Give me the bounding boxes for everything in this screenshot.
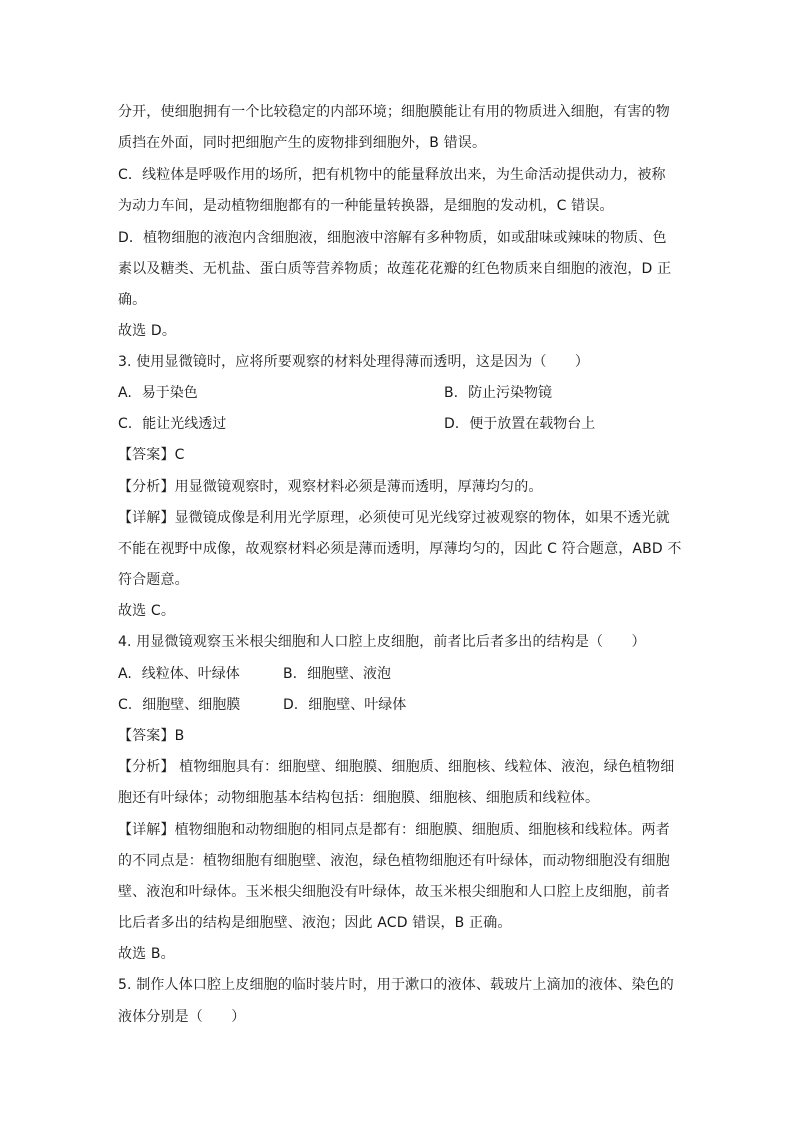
option-letter: D. — [283, 697, 299, 713]
option-text: 细胞壁、液泡 — [307, 666, 392, 682]
option-c-explanation: C．线粒体是呼吸作用的场所，把有机物中的能量释放出来，为生命活动提供动力，被称 — [118, 167, 666, 183]
q3-detail: 【详解】显微镜成像是利用光学原理，必须使可见光线穿过被观察的物体，如果不透光就 — [118, 510, 670, 526]
text-line: 分开，使细胞拥有一个比较稳定的内部环境；细胞膜能让有用的物质进入细胞，有害的物 — [118, 104, 670, 120]
q4-analysis: 【分析】 植物细胞具有：细胞壁、细胞膜、细胞质、细胞核、线粒体、液泡，绿色植物细 — [118, 759, 675, 775]
option-text: 易于染色 — [141, 385, 198, 401]
q4-selection: 故选 B。 — [118, 946, 175, 962]
option-letter: B. — [283, 666, 298, 682]
question-3-stem: 3. 使用显微镜时，应将所要观察的材料处理得薄而透明，这是因为（ ） — [118, 354, 590, 370]
option-text: 便于放置在载物台上 — [469, 416, 596, 432]
text-line: 不能在视野中成像，故观察材料必须是薄而透明，厚薄均匀的，因此 C 符合题意，ABD 不 — [118, 541, 682, 557]
q4-option-c — [118, 695, 240, 715]
text-line: 质挡在外面，同时把细胞产生的废物排到细胞外，B 错误。 — [118, 135, 487, 151]
q3-selection: 故选 C。 — [118, 603, 175, 619]
q3-analysis: 【分析】用显微镜观察时，观察材料必须是薄而透明，厚薄均匀的。 — [118, 479, 543, 495]
text-line: 确。 — [118, 292, 147, 308]
option-d-explanation: D．植物细胞的液泡内含细胞液，细胞液中溶解有多种物质，如或甜味或辣味的物质、色 — [118, 230, 667, 246]
text-line: 胞还有叶绿体；动物细胞基本结构包括：细胞膜、细胞核、细胞质和线粒体。 — [118, 790, 600, 806]
q4-option-d — [283, 695, 406, 715]
text-line: 比后者多出的结构是细胞壁、液泡；因此 ACD 错误，B 正确。 — [118, 915, 512, 931]
text-line: 的不同点是：植物细胞有细胞壁、液泡，绿色植物细胞还有叶绿体，而动物细胞没有细胞 — [118, 853, 670, 869]
text-line: 壁、液泡和叶绿体。玉米根尖细胞没有叶绿体，故玉米根尖细胞和人口腔上皮细胞，前者 — [118, 884, 670, 900]
text-line: 符合题意。 — [118, 572, 189, 588]
q3-option-b — [444, 383, 552, 403]
option-letter: D. — [444, 416, 460, 432]
text-line: 为动力车间，是动植物细胞都有的一种能量转换器，是细胞的发动机，C 错误。 — [118, 198, 614, 214]
q4-detail: 【详解】植物细胞和动物细胞的相同点是都有：细胞膜、细胞质、细胞核和线粒体。两者 — [118, 822, 670, 838]
text-line: 素以及糖类、无机盐、蛋白质等营养物质；故莲花花瓣的红色物质来自细胞的液泡，D 正 — [118, 261, 672, 277]
option-text: 能让光线透过 — [142, 416, 227, 432]
q3-option-d — [444, 414, 595, 434]
option-text: 细胞壁、细胞膜 — [142, 697, 241, 713]
option-text: 线粒体、叶绿体 — [141, 666, 240, 682]
q4-answer: 【答案】B — [118, 728, 185, 744]
option-letter: C. — [118, 697, 133, 713]
option-letter: B. — [444, 385, 459, 401]
q3-option-a — [118, 383, 198, 403]
q3-option-c — [118, 414, 226, 434]
question-4-stem: 4. 用显微镜观察玉米根尖细胞和人口腔上皮细胞，前者比后者多出的结构是（ ） — [118, 634, 646, 650]
q3-answer: 【答案】C — [118, 447, 185, 463]
question-5-stem: 5. 制作人体口腔上皮细胞的临时装片时，用于漱口的液体、载玻片上滴加的液体、染色的 — [118, 977, 674, 993]
option-letter: A. — [118, 385, 132, 401]
option-letter: A. — [118, 666, 132, 682]
q4-option-a — [118, 664, 240, 684]
selection-line: 故选 D。 — [118, 323, 176, 339]
q4-option-b — [283, 664, 391, 684]
text-line: 液体分别是（ ） — [118, 1009, 246, 1025]
option-letter: C. — [118, 416, 133, 432]
option-text: 细胞壁、叶绿体 — [308, 697, 407, 713]
option-text: 防止污染物镜 — [468, 385, 553, 401]
